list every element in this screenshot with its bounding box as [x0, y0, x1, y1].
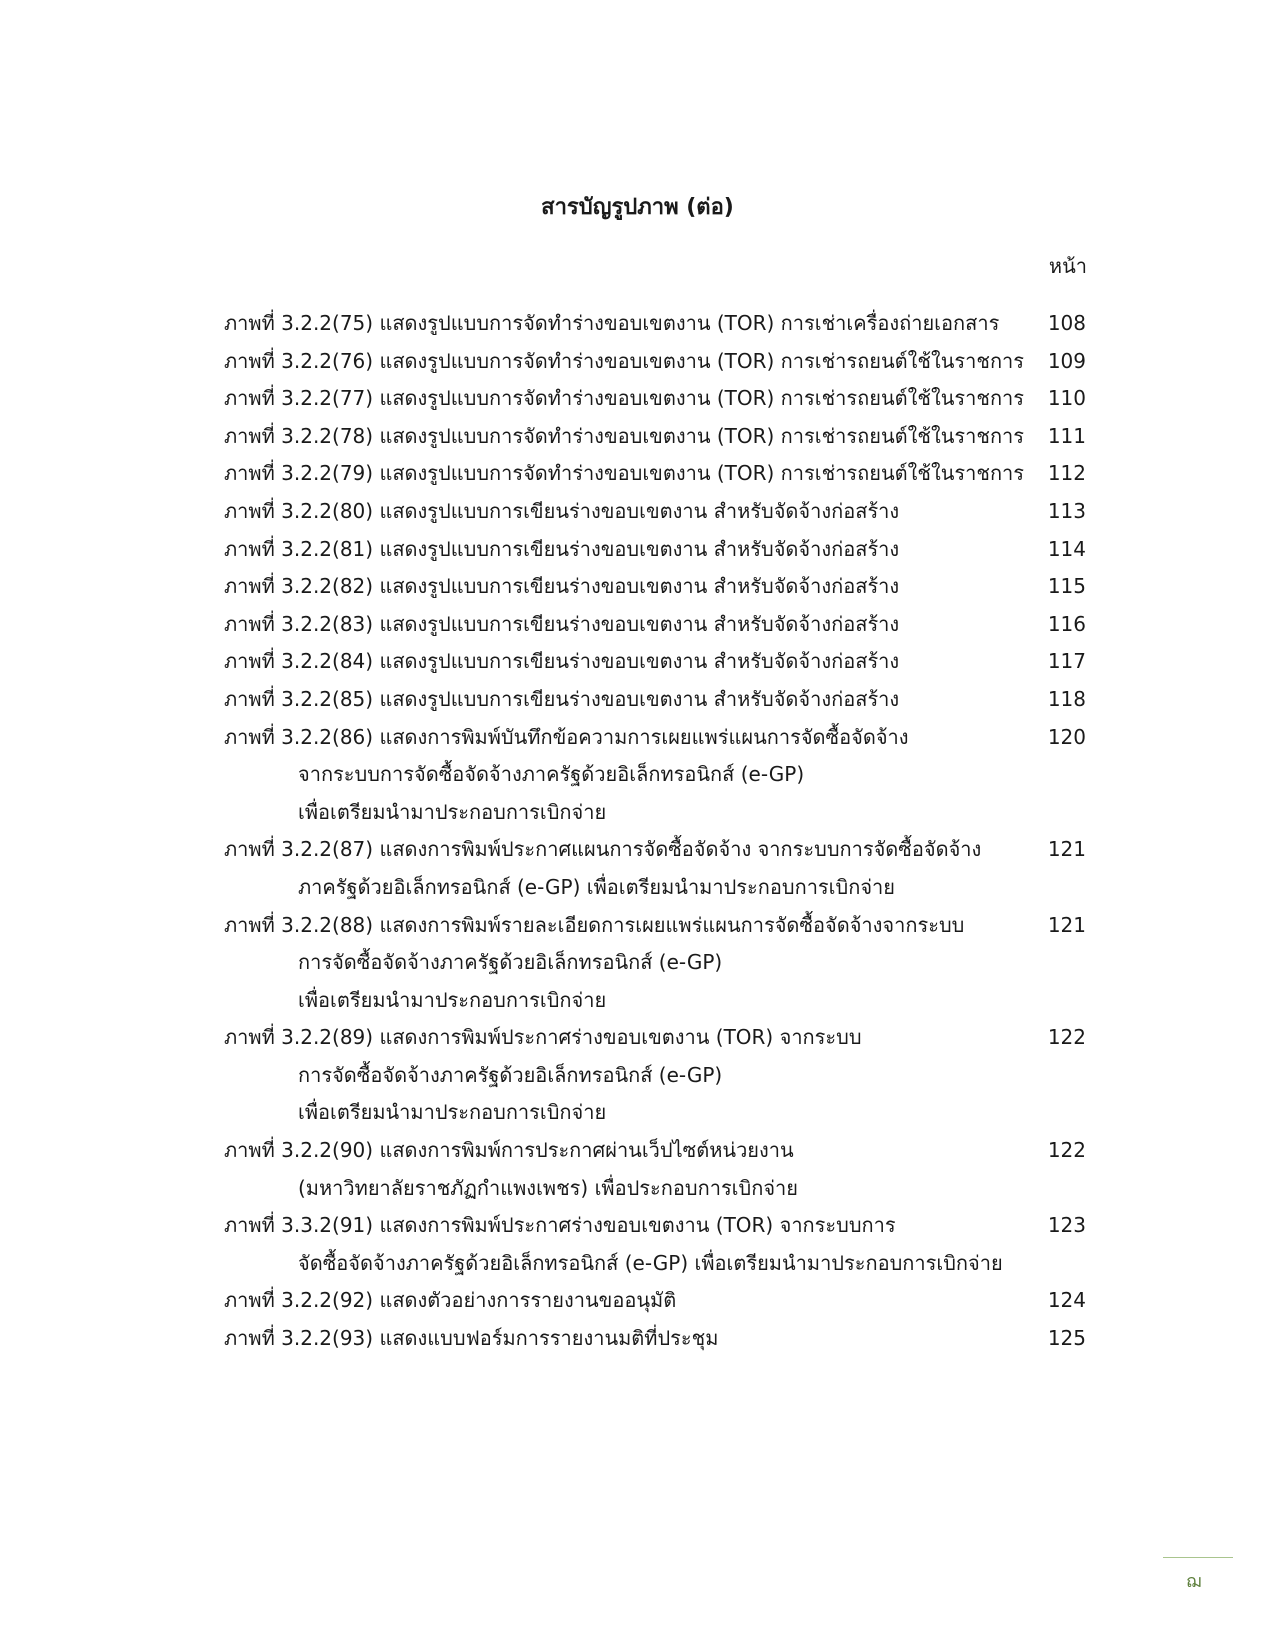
toc-entry-caption: ภาพที่ 3.2.2(92) แสดงตัวอย่างการรายงานขออนุมัติ	[224, 1288, 677, 1313]
toc-entry-caption-continuation: จัดซื้อจัดจ้างภาครัฐด้วยอิเล็กทรอนิกส์ (e-GP) เพื่อเตรียมนำมาประกอบการเบิกจ่าย	[298, 1250, 1003, 1275]
toc-entry-page-number: 109	[1047, 348, 1086, 373]
toc-entry	[224, 305, 1086, 343]
toc-entry-caption-continuation: จากระบบการจัดซื้อจัดจ้างภาครัฐด้วยอิเล็กทรอนิกส์ (e-GP)	[298, 762, 805, 787]
toc-entry	[224, 568, 1086, 606]
toc-entry-caption: ภาพที่ 3.2.2(82) แสดงรูปแบบการเขียนร่างขอบเขตงาน สำหรับจัดจ้างก่อสร้าง	[224, 574, 900, 599]
toc-entry	[224, 380, 1086, 418]
toc-entry-page-number: 111	[1047, 423, 1086, 448]
toc-entry-caption: ภาพที่ 3.2.2(81) แสดงรูปแบบการเขียนร่างขอบเขตงาน สำหรับจัดจ้างก่อสร้าง	[224, 536, 900, 561]
toc-entry	[224, 455, 1086, 493]
footer-page-number: ฌ	[1186, 1571, 1202, 1592]
toc-entry-page-number: 124	[1047, 1288, 1086, 1313]
toc-entry-page-number: 122	[1047, 1138, 1086, 1163]
toc-entry	[224, 1132, 1086, 1207]
toc-entry-caption: ภาพที่ 3.2.2(80) แสดงรูปแบบการเขียนร่างขอบเขตงาน สำหรับจัดจ้างก่อสร้าง	[224, 498, 900, 523]
toc-entry-caption: ภาพที่ 3.2.2(88) แสดงการพิมพ์รายละเอียดการเผยแพร่แผนการจัดซื้อจัดจ้างจากระบบ	[224, 912, 965, 937]
toc-entry	[224, 531, 1086, 569]
toc-entry-caption-continuation: (มหาวิทยาลัยราชภัฏกำแพงเพชร) เพื่อประกอบการเบิกจ่าย	[298, 1175, 798, 1200]
toc-entry-caption-continuation: การจัดซื้อจัดจ้างภาครัฐด้วยอิเล็กทรอนิกส์ (e-GP)	[298, 950, 723, 975]
toc-entry-page-number: 108	[1047, 311, 1086, 335]
toc-entry-page-number: 112	[1047, 461, 1086, 486]
toc-entry-page-number: 123	[1047, 1213, 1086, 1238]
toc-entry-caption: ภาพที่ 3.2.2(83) แสดงรูปแบบการเขียนร่างขอบเขตงาน สำหรับจัดจ้างก่อสร้าง	[224, 611, 900, 636]
page-column-header: หน้า	[1048, 254, 1087, 278]
toc-entry-page-number: 116	[1047, 611, 1086, 636]
toc-entry-page-number: 125	[1047, 1326, 1086, 1351]
toc-entry	[224, 1207, 1086, 1282]
toc-entry-caption: ภาพที่ 3.2.2(77) แสดงรูปแบบการจัดทำร่างขอบเขตงาน (TOR) การเช่ารถยนต์ใช้ในราชการ	[224, 386, 1025, 411]
toc-entry-caption-continuation: เพื่อเตรียมนำมาประกอบการเบิกจ่าย	[298, 987, 607, 1012]
toc-entry-caption: ภาพที่ 3.2.2(75) แสดงรูปแบบการจัดทำร่างขอบเขตงาน (TOR) การเช่าเครื่องถ่ายเอกสาร	[224, 311, 1000, 335]
toc-entry-caption: ภาพที่ 3.2.2(89) แสดงการพิมพ์ประกาศร่างขอบเขตงาน (TOR) จากระบบ	[224, 1025, 862, 1050]
toc-entry-caption-continuation: เพื่อเตรียมนำมาประกอบการเบิกจ่าย	[298, 799, 607, 824]
footer-divider	[1163, 1557, 1233, 1558]
toc-entry-caption: ภาพที่ 3.2.2(76) แสดงรูปแบบการจัดทำร่างขอบเขตงาน (TOR) การเช่ารถยนต์ใช้ในราชการ	[224, 348, 1025, 373]
toc-entry-caption: ภาพที่ 3.2.2(87) แสดงการพิมพ์ประกาศแผนการจัดซื้อจัดจ้าง จากระบบการจัดซื้อจัดจ้าง	[224, 837, 982, 862]
toc-entry	[224, 606, 1086, 644]
toc-entry-caption: ภาพที่ 3.2.2(84) แสดงรูปแบบการเขียนร่างขอบเขตงาน สำหรับจัดจ้างก่อสร้าง	[224, 649, 900, 674]
toc-entry-caption: ภาพที่ 3.2.2(93) แสดงแบบฟอร์มการรายงานมติที่ประชุม	[224, 1326, 719, 1351]
toc-entry-caption: ภาพที่ 3.2.2(90) แสดงการพิมพ์การประกาศผ่านเว็ปไซต์หน่วยงาน	[224, 1138, 794, 1163]
toc-entry-caption: ภาพที่ 3.2.2(79) แสดงรูปแบบการจัดทำร่างขอบเขตงาน (TOR) การเช่ารถยนต์ใช้ในราชการ	[224, 461, 1025, 486]
toc-entry-caption-continuation: เพื่อเตรียมนำมาประกอบการเบิกจ่าย	[298, 1100, 607, 1125]
toc-entry	[224, 1282, 1086, 1320]
toc-entry-caption: ภาพที่ 3.2.2(85) แสดงรูปแบบการเขียนร่างขอบเขตงาน สำหรับจัดจ้างก่อสร้าง	[224, 686, 900, 711]
toc-entry-page-number: 114	[1047, 536, 1086, 561]
page-title: สารบัญรูปภาพ (ต่อ)	[541, 195, 734, 220]
toc-entry-page-number: 117	[1047, 649, 1086, 674]
toc-entry	[224, 1320, 1086, 1358]
toc-entry-caption-continuation: ภาครัฐด้วยอิเล็กทรอนิกส์ (e-GP) เพื่อเตรียมนำมาประกอบการเบิกจ่าย	[298, 874, 895, 899]
toc-entry	[224, 1019, 1086, 1132]
toc-entry-page-number: 121	[1047, 912, 1086, 937]
toc-entry	[224, 343, 1086, 381]
toc-entry-page-number: 113	[1047, 498, 1086, 523]
list-of-figures	[224, 305, 1086, 1358]
toc-entry-caption: ภาพที่ 3.2.2(78) แสดงรูปแบบการจัดทำร่างขอบเขตงาน (TOR) การเช่ารถยนต์ใช้ในราชการ	[224, 423, 1025, 448]
toc-entry	[224, 719, 1086, 832]
toc-entry-caption: ภาพที่ 3.2.2(86) แสดงการพิมพ์บันทึกข้อความการเผยแพร่แผนการจัดซื้อจัดจ้าง	[224, 724, 909, 749]
toc-entry-caption: ภาพที่ 3.3.2(91) แสดงการพิมพ์ประกาศร่างขอบเขตงาน (TOR) จากระบบการ	[224, 1213, 896, 1238]
toc-entry	[224, 907, 1086, 1020]
toc-entry	[224, 493, 1086, 531]
toc-entry-caption-continuation: การจัดซื้อจัดจ้างภาครัฐด้วยอิเล็กทรอนิกส์ (e-GP)	[298, 1062, 723, 1087]
toc-entry-page-number: 118	[1047, 686, 1086, 711]
toc-entry	[224, 681, 1086, 719]
toc-entry-page-number: 120	[1047, 724, 1086, 749]
toc-entry-page-number: 110	[1047, 386, 1086, 411]
toc-entry	[224, 418, 1086, 456]
toc-entry-page-number: 115	[1047, 574, 1086, 599]
toc-entry-page-number: 121	[1047, 837, 1086, 862]
toc-entry-page-number: 122	[1047, 1025, 1086, 1050]
toc-entry	[224, 831, 1086, 906]
toc-entry	[224, 643, 1086, 681]
